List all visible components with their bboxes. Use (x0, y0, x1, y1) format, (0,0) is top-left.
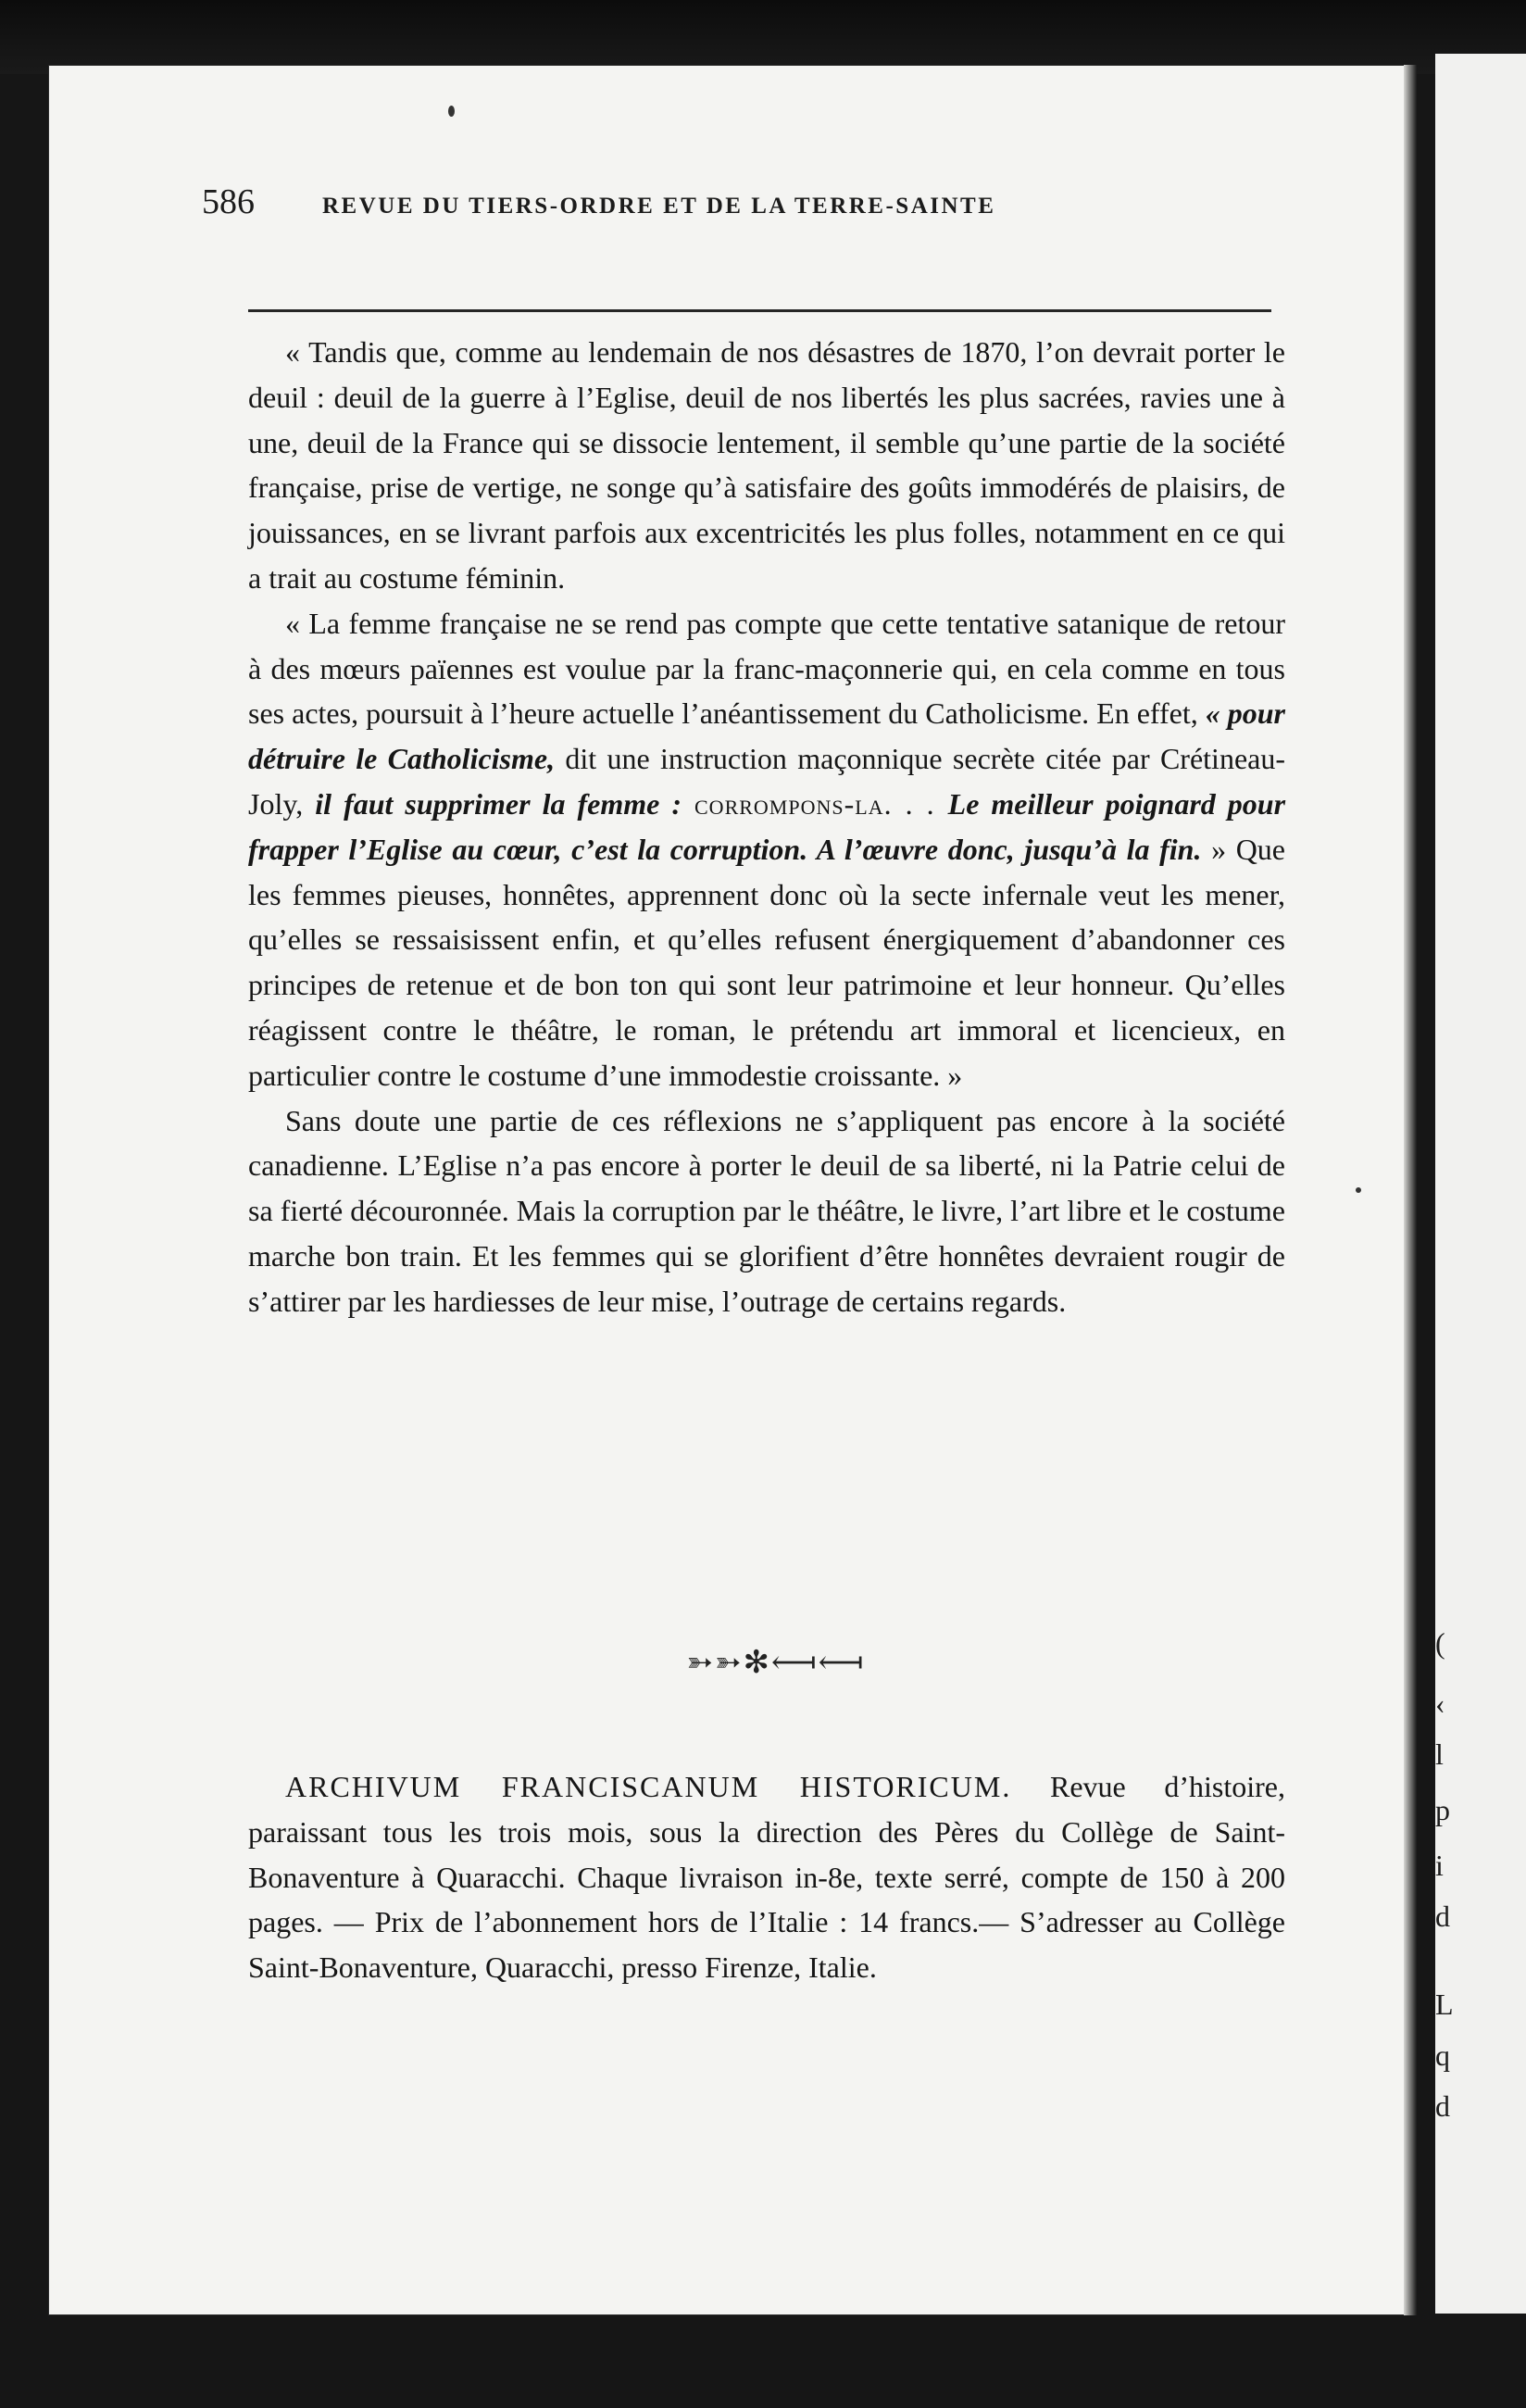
adjacent-page-fragment: q (1435, 2038, 1450, 2072)
ink-speck (1356, 1187, 1361, 1193)
italic-quote: « pour détruire le Catholicisme, (248, 696, 1286, 776)
paragraph-2-text: « La femme française ne se rend pas compte que cette tentative satanique de retour à des mœurs païennes est voulue par la franc-maçonnerie qui, en cela comme en tous ses actes, poursuit à l’heure actuelle l’anéantissement du Catholicisme. En effet, (248, 606, 1285, 731)
italic-quote: il faut supprimer la femme : (315, 786, 682, 821)
article-body (248, 330, 1285, 1324)
adjacent-page-fragment: p (1435, 1793, 1450, 1826)
adjacent-page-fragment: d (1435, 2089, 1450, 2123)
page-gutter-shadow (1404, 65, 1417, 2315)
running-head-title: REVUE DU TIERS-ORDRE ET DE LA TERRE-SAINTE (322, 194, 996, 219)
small-caps-text: corrompons-la. . . (682, 786, 948, 821)
adjacent-page-edge (1435, 54, 1526, 2314)
notice-text: Revue d’histoire, paraissant tous les trois mois, sous la direction des Pères du Collège de Saint-Bonaventure à Quaracchi. Chaque livraison in-8e, texte serré, compte de 150 à 200 pages. — Prix de l’abonnement hors de l’Italie : 14 francs.— S’adresser au Collège Saint-Bonaventure, Quaracchi, presso Firenze, Italie. (248, 1770, 1286, 1985)
notice-title: ARCHIVUM FRANCISCANUM HISTORICUM. (285, 1770, 1012, 1803)
paragraph-2 (248, 601, 1285, 1098)
adjacent-page-fragment: ( (1435, 1626, 1445, 1660)
adjacent-page-fragment: ‹ (1435, 1687, 1445, 1720)
running-header (202, 182, 1281, 233)
paragraph-3: Sans doute une partie de ces réflexions ne s’appliquent pas encore à la société canadienne. L’Eglise n’a pas encore à porter le deuil de sa liberté, ni la Patrie celui de sa fierté découronnée. Mais la corruption par le théâtre, le livre, l’art libre et le costume marche bon train. Et les femmes qui se glorifient d’être honnêtes devraient rougir de s’attirer par les hardiesses de leur mise, l’outrage de certains regards. (248, 1103, 1285, 1318)
section-ornament: ➳➳✻⟻⟻ (686, 1646, 866, 1680)
adjacent-page-fragment: L (1435, 1988, 1454, 2021)
adjacent-page-fragment: i (1435, 1849, 1444, 1882)
adjacent-page-fragment: d (1435, 1900, 1450, 1933)
publication-notice (248, 1764, 1285, 1990)
paragraph-2-text: dit une instruction maçonnique secrète citée par Crétineau-Joly, (248, 742, 1285, 821)
page-number: 586 (202, 182, 255, 221)
ink-speck (448, 106, 455, 117)
adjacent-page-fragment: l (1435, 1737, 1444, 1771)
paragraph-1: « Tandis que, comme au lendemain de nos désastres de 1870, l’on devrait porter le deuil : deuil de la guerre à l’Eglise, deuil de nos libertés les plus sacrées, ravies une à une, deuil de la France qui se dissocie lentement, il semble qu’une partie de la société française, prise de vertige, ne songe qu’à satisfaire des goûts immodérés de plaisirs, de jouissances, en se livrant parfois aux excentricités les plus folles, notamment en ce qui a trait au costume féminin. (248, 335, 1285, 595)
scan-background (0, 0, 1526, 74)
italic-quote: Le meilleur poignard pour frapper l’Eglise au cœur, c’est la corruption. A l’œuvre donc, jusqu’à la fin. (248, 786, 1286, 866)
paragraph-2-text: » Que les femmes pieuses, honnêtes, apprennent donc où la secte infernale veut les mener, qu’elles se ressaisissent enfin, et qu’elles refusent énergiquement d’abandonner ces principes de retenue et de bon ton qui sont leur patrimoine et leur honneur. Qu’elles réagissent contre le théâtre, le roman, le prétendu art immoral et licencieux, en particulier contre le costume d’une immodestie croissante. » (248, 832, 1286, 1092)
header-rule (248, 309, 1271, 312)
